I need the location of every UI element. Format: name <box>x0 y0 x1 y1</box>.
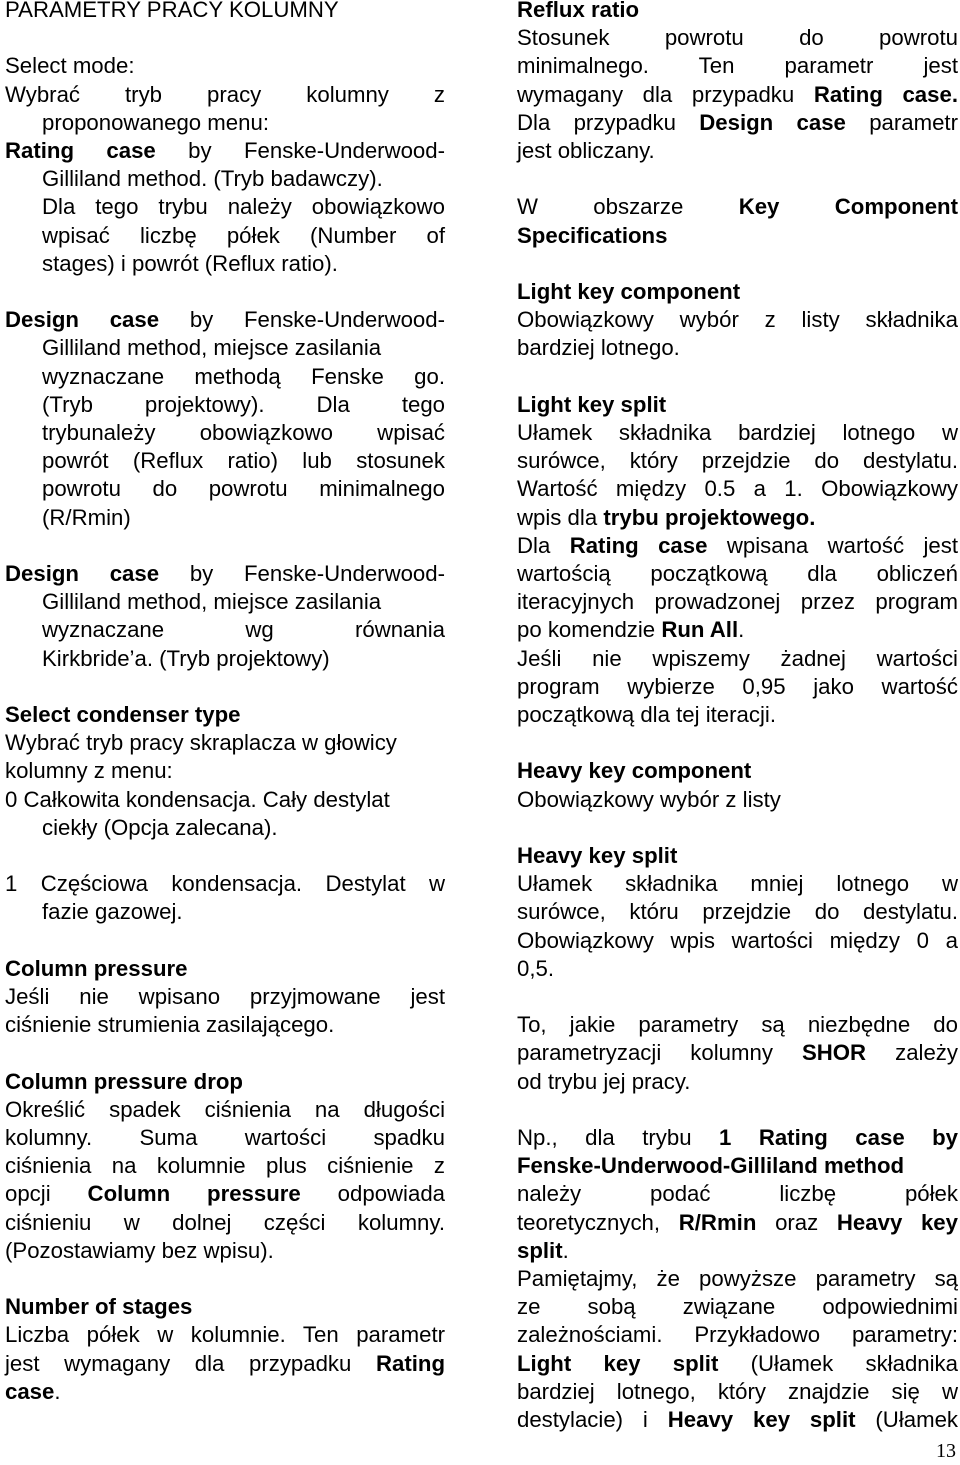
number-of-stages-section: Number of stages Liczba półek w kolumnie. Ten parametr jest wymagany dla przypadku Rating case. <box>5 1294 445 1404</box>
column-pressure-drop-section: Column pressure drop Określić spadek ciśnienia na długości kolumny. Suma wartości spadku ciśnienia na kolumnie plus ciśnienie z opcji Column pressure odpowiada ciśnieniu w dolnej części kolumny. (Pozostawiamy bez wpisu). <box>5 1068 445 1263</box>
example-paragraph: Np., dla trybu 1 Rating case by Fenske-Underwood-Gilliland method należy podać liczbę półek teoretycznych, R/Rmin oraz Heavy key split. Pamiętajmy, że powyższe parametry są ze sobą związane odpowiednimi zależnościami. Przykładowo parametry: Light key split (Ułamek składnika bardziej lotnego, który znajdzie się w destylacie) i Heavy key split (Ułamek <box>517 1125 959 1433</box>
heavy-key-split-section: Heavy key split Ułamek składnika mniej lotnego w surówce, któru przejdzie do destylatu. Obowiązkowy wpis wartości między 0 a 0,5. <box>517 843 958 981</box>
option-rating-case: Rating case by Fenske-Underwood- <box>5 138 446 163</box>
select-mode-heading: Select mode: <box>5 53 135 79</box>
right-column <box>517 0 958 1434</box>
select-mode-text: proponowanego menu: <box>42 109 269 135</box>
section-heading: Column pressure <box>5 955 188 981</box>
light-key-component-section: Light key component Obowiązkowy wybór z listy składnika bardziej lotnego. <box>517 279 958 361</box>
section-heading: Select condenser type <box>5 702 241 728</box>
reflux-ratio-section: Reflux ratio Stosunek powrotu do powrotu minimalnego. Ten parametr jest wymagany dla przypadku Rating case. Dla przypadku Design case parametr jest obliczany. <box>517 0 958 165</box>
option-design-case-kirkbride: Design case by Fenske-Underwood- <box>5 561 445 587</box>
light-key-split-section: Light key split Ułamek składnika bardziej lotnego w surówce, który przejdzie do destylatu. Wartość między 0.5 a 1. Obowiązkowy wpis dla trybu projektowego. Dla Rating case wpisana wartość jest wartością początkową dla obliczeń iteracyjnych prowadzonej przez program po komendzie Run All. Jeśli nie wpiszemy żadnej wartości program wybierze 0,95 jako wartość początkową dla tej iteracji. <box>517 391 959 728</box>
section-heading: Column pressure drop <box>5 1068 243 1094</box>
condenser-option-1: 1 Częściowa kondensacja. Destylat w <box>5 871 445 897</box>
shor-paragraph: To, jakie parametry są niezbędne do parametryzacji kolumny SHOR zależy od trybu jej pracy. <box>517 1012 958 1094</box>
left-column <box>5 0 445 1406</box>
section-heading: Number of stages <box>5 1294 193 1320</box>
page-title: PARAMETRY PRACY KOLUMNY <box>5 0 339 22</box>
section-heading: Heavy key split <box>517 843 678 869</box>
section-heading: Heavy key component <box>517 758 752 784</box>
select-mode-text: Wybrać tryb pracy kolumny z <box>5 81 445 107</box>
section-heading: Light key component <box>517 279 741 304</box>
heavy-key-component-section: Heavy key component Obowiązkowy wybór z listy <box>517 757 958 813</box>
section-heading: Reflux ratio <box>517 0 640 22</box>
option-design-case-fenske: Design case by Fenske-Underwood- <box>5 307 445 333</box>
term: Rating case <box>5 138 156 163</box>
term: Design case <box>5 307 160 333</box>
page-number: 13 <box>936 1440 956 1462</box>
column-pressure-section: Column pressure Jeśli nie wpisano przyjmowane jest ciśnienie strumienia zasilającego. <box>5 955 445 1038</box>
condenser-section: Select condenser type Wybrać tryb pracy skraplacza w głowicy kolumny z menu: 0 Całkowita kondensacja. Cały destylat ciekły (Opcja zalecana). 1 Częściowa kondensacja. Destylat w fazie gazowej. <box>5 702 445 925</box>
key-component-area: W obszarze Key Component Specifications <box>517 194 958 248</box>
section-heading: Light key split <box>517 391 667 417</box>
term: Design case <box>5 561 160 587</box>
select-mode-section: Select mode: Wybrać tryb pracy kolumny z proponowanego menu: Rating case by Fenske-Underwood- Gilliland method. (Tryb badawczy). Dla tego trybu należy obowiązkowo wpisać liczbę półek (Number of stages) i powrót (Reflux ratio). Design case by Fenske-Underwood- Gilliland method, miejsce zasilania wyznaczane methodą Fenske go. (Tryb projektowy). Dla tego trybunależy obowiązkowo wpisać powrót (Reflux ratio) lub stosunek powrotu do powrotu minimalnego (R/Rmin) Design case by Fenske-Underwood- Gilliland method, miejsce zasilania wyznaczane wg równania Kirkbride’a. (Tryb projektowy) <box>5 53 446 671</box>
condenser-option-0: 0 Całkowita kondensacja. Cały destylat <box>5 786 390 812</box>
